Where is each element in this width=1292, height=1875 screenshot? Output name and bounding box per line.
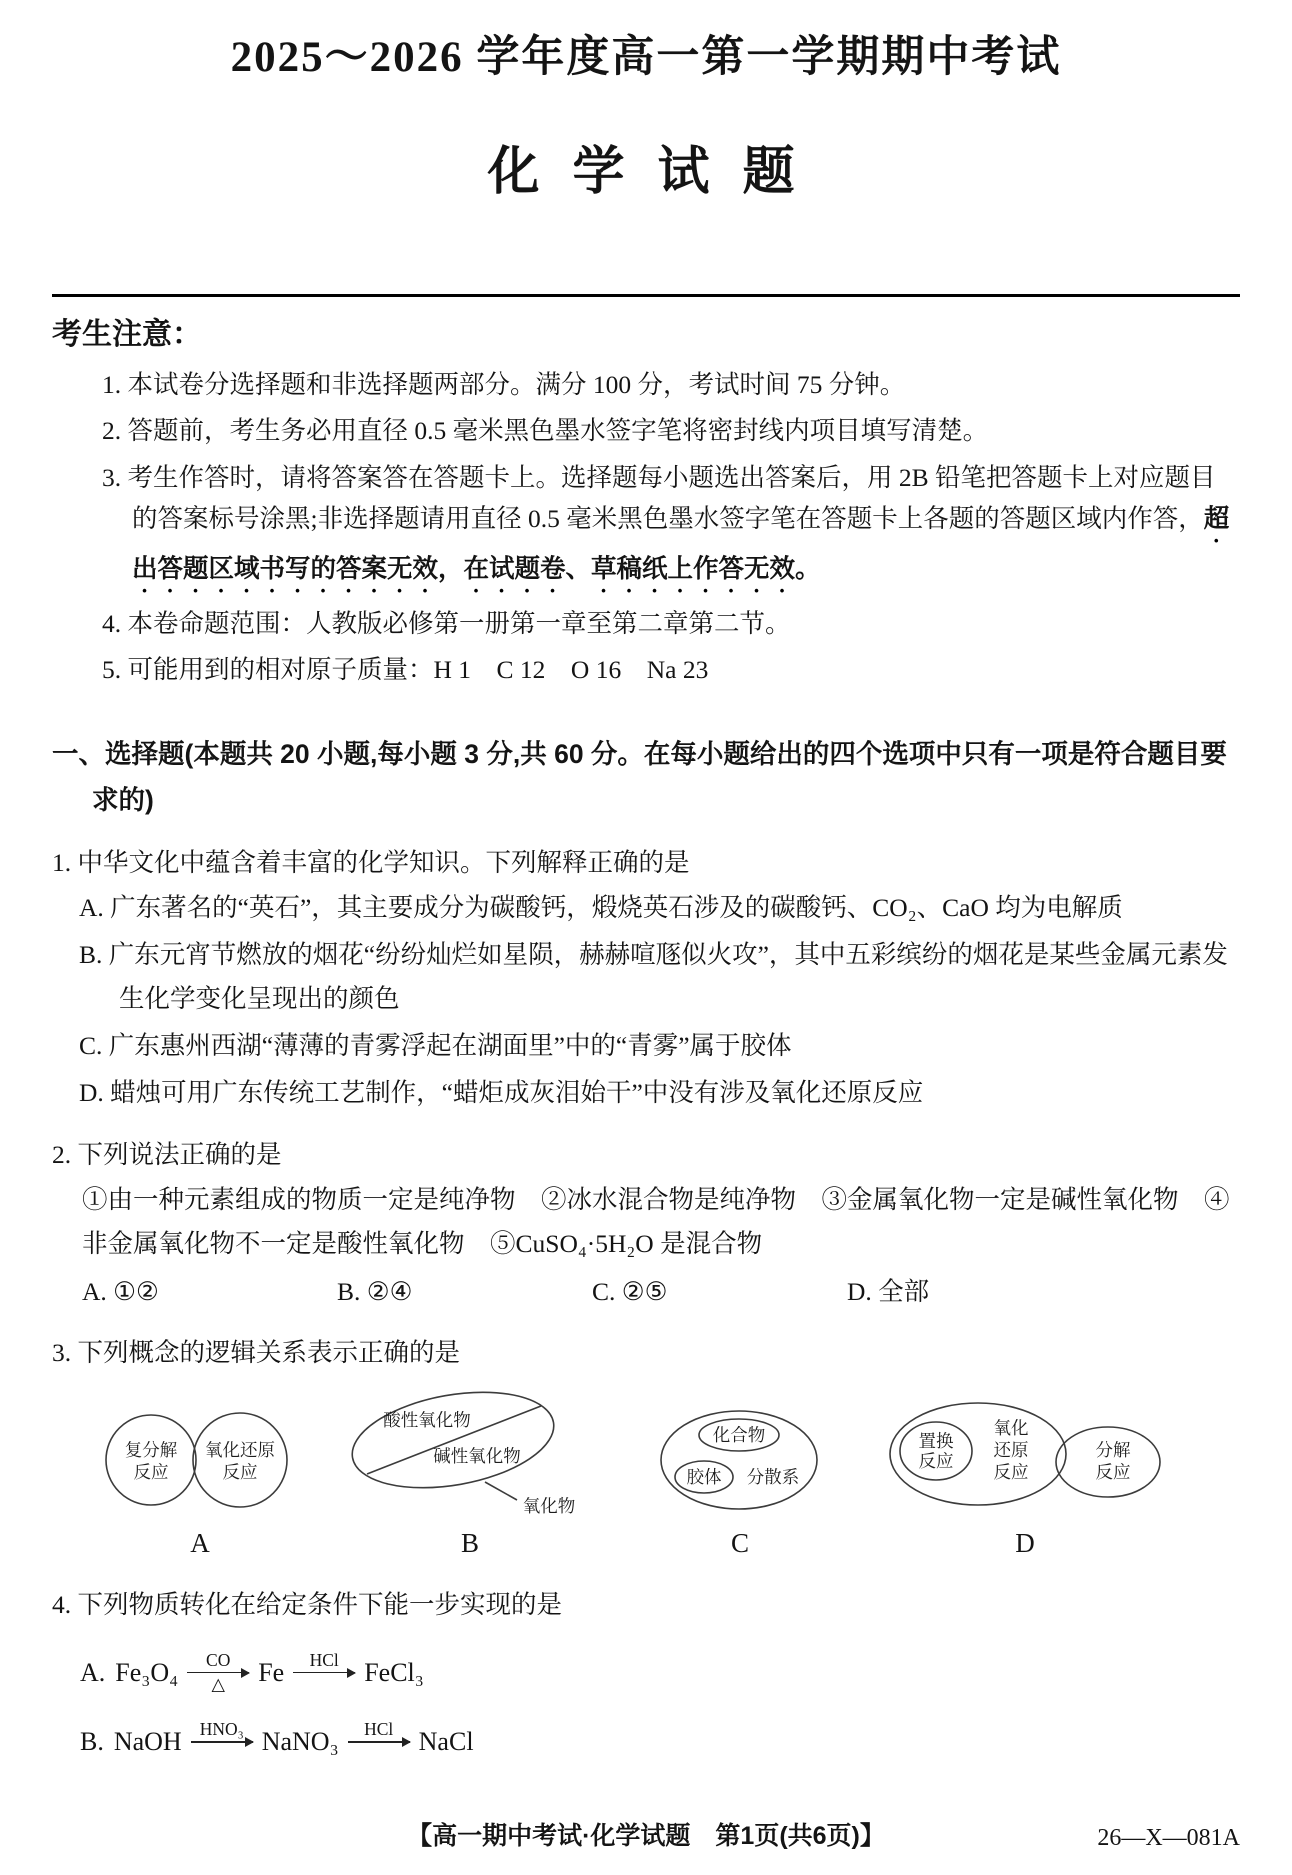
question-3 bbox=[52, 1333, 1240, 1565]
venn-b-top-label: 酸性氧化物 bbox=[383, 1409, 471, 1430]
q3-diagram-row bbox=[80, 1388, 1240, 1565]
reaction-arrow bbox=[293, 1650, 355, 1696]
q4-equation-b bbox=[80, 1719, 1240, 1765]
venn-a-left-label-line2: 反应 bbox=[133, 1461, 169, 1482]
chem-formula: FeCl₃ bbox=[364, 1657, 424, 1687]
notice-item-4: 4. 本卷命题范围：人教版必修第一册第一章至第二章第二节。 bbox=[102, 608, 791, 638]
q2-stem: 2. 下列说法正确的是 bbox=[52, 1139, 282, 1169]
reaction-arrow bbox=[187, 1650, 249, 1696]
q1-option-a: A. 广东著名的“英石”，其主要成分为碳酸钙，煅烧英石涉及的碳酸钙、CO₂、CaO 均为电解质 bbox=[79, 893, 1123, 923]
q2-option-a: A. ①② bbox=[82, 1277, 159, 1307]
question-2 bbox=[52, 1135, 1240, 1313]
venn-diagram-d bbox=[875, 1394, 1175, 1520]
q3-diagram-a bbox=[80, 1408, 320, 1565]
chem-formula: NaNO₃ bbox=[261, 1727, 339, 1757]
venn-c-inner-left-label: 胶体 bbox=[686, 1466, 722, 1487]
venn-a-circle-right bbox=[193, 1413, 287, 1507]
reaction-arrow bbox=[191, 1719, 253, 1765]
q3-label-c: C bbox=[730, 1527, 749, 1558]
arrow-condition-top: HCl bbox=[309, 1649, 339, 1670]
notice-item-3-normal: 3. 考生作答时，请将答案答在答题卡上。选择题每小题选出答案后，用 2B 铅笔把答题卡上对应题目的答案标号涂黑;非选择题请用直径 0.5 毫米黑色墨水签字笔在答题卡上各题的答题区域内作答， bbox=[102, 462, 1216, 533]
question-1 bbox=[52, 843, 1240, 1115]
venn-diagram-c bbox=[634, 1402, 846, 1520]
q4-stem: 4. 下列物质转化在给定条件下能一步实现的是 bbox=[52, 1589, 563, 1619]
notice-item-5: 5. 可能用到的相对原子质量：H 1 C 12 O 16 Na 23 bbox=[102, 655, 709, 685]
section-one-heading: 一、选择题(本题共 20 小题,每小题 3 分,共 60 分。在每小题给出的四个选项中只有一项是符合题目要求的) bbox=[52, 739, 1227, 815]
page-footer bbox=[52, 1816, 1240, 1857]
arrow-condition-bottom bbox=[319, 1674, 329, 1695]
q1-option-d: D. 蜡烛可用广东传统工艺制作，“蜡炬成灰泪始干”中没有涉及氧化还原反应 bbox=[79, 1077, 924, 1107]
venn-d-outer-label-line3: 反应 bbox=[993, 1461, 1029, 1482]
arrow-condition-bottom bbox=[217, 1744, 227, 1765]
arrow-shaft bbox=[187, 1672, 249, 1674]
chem-formula: Fe₃O₄ bbox=[115, 1657, 179, 1687]
notice-item-1: 1. 本试卷分选择题和非选择题两部分。满分 100 分，考试时间 75 分钟。 bbox=[102, 369, 906, 399]
venn-d-outer-label-line2: 还原 bbox=[993, 1439, 1029, 1460]
venn-c-outer-text: 分散系 bbox=[746, 1466, 800, 1487]
chem-formula: NaCl bbox=[418, 1727, 474, 1757]
subject-title: 化 学 试 题 bbox=[487, 143, 805, 201]
venn-b-bottom-label: 碱性氧化物 bbox=[433, 1445, 521, 1466]
q2-statements: ①由一种元素组成的物质一定是纯净物 ②冰水混合物是纯净物 ③金属氧化物一定是碱性氧化物 ④非金属氧化物不一定是酸性氧化物 ⑤CuSO₄·5H₂O 是混合物 bbox=[82, 1185, 1230, 1259]
venn-d-outer-ellipse bbox=[890, 1403, 1066, 1505]
arrow-condition-top: HNO₃ bbox=[199, 1719, 244, 1740]
q4-equation-a bbox=[80, 1650, 1240, 1696]
q4-eq-a-label: A. bbox=[80, 1657, 106, 1687]
question-4 bbox=[52, 1585, 1240, 1765]
arrow-shaft bbox=[191, 1741, 253, 1743]
venn-a-right-label-line1: 氧化还原 bbox=[205, 1439, 275, 1460]
arrow-shaft bbox=[348, 1741, 410, 1743]
venn-d-right-label-line2: 反应 bbox=[1095, 1461, 1131, 1482]
chem-formula: NaOH bbox=[113, 1727, 182, 1757]
venn-d-inner-label-line1: 置换 bbox=[918, 1430, 954, 1451]
venn-c-inner-top-label: 化合物 bbox=[712, 1424, 766, 1445]
reaction-arrow bbox=[348, 1719, 410, 1765]
q3-stem: 3. 下列概念的逻辑关系表示正确的是 bbox=[52, 1337, 461, 1367]
venn-a-right-label-line2: 反应 bbox=[222, 1461, 258, 1482]
venn-d-outer-label-line1: 氧化 bbox=[993, 1417, 1029, 1438]
venn-a-left-label-line1: 复分解 bbox=[124, 1439, 178, 1460]
notice-item-3 bbox=[102, 457, 1240, 598]
q2-options-row bbox=[82, 1272, 1240, 1313]
q4-eq-b-label: B. bbox=[80, 1727, 104, 1757]
page-title: 2025～2026 学年度高一第一学期期中考试 bbox=[230, 34, 1062, 81]
venn-b-callout-label: 氧化物 bbox=[522, 1495, 576, 1516]
q3-label-b: B bbox=[460, 1527, 479, 1558]
venn-b-ellipse bbox=[345, 1388, 562, 1502]
q1-option-c: C. 广东惠州西湖“薄薄的青雾浮起在湖面里”中的“青雾”属于胶体 bbox=[79, 1030, 792, 1060]
arrow-condition-bottom bbox=[374, 1744, 384, 1765]
venn-d-right-label-line1: 分解 bbox=[1095, 1439, 1131, 1460]
header-divider bbox=[52, 294, 1240, 297]
q3-diagram-d bbox=[860, 1394, 1190, 1565]
q1-option-b: B. 广东元宵节燃放的烟花“纷纷灿烂如星陨，赫赫喧豗似火攻”，其中五彩缤纷的烟花是某些金属元素发生化学变化呈现出的颜色 bbox=[79, 940, 1228, 1014]
chem-formula: Fe bbox=[258, 1657, 285, 1687]
q3-label-d: D bbox=[1015, 1527, 1035, 1558]
q2-option-b: B. ②④ bbox=[337, 1277, 413, 1307]
arrow-condition-bottom: △ bbox=[211, 1674, 225, 1695]
notice-item-3-emphasized: 超出答题区域书写的答案无效，在试题卷、草稿纸上作答无效。 bbox=[132, 504, 1230, 583]
notice-item-2: 2. 答题前，考生务必用直径 0.5 毫米黑色墨水签字笔将密封线内项目填写清楚。 bbox=[102, 416, 989, 446]
notice-heading: 考生注意： bbox=[52, 317, 202, 351]
q2-option-d: D. 全部 bbox=[847, 1277, 930, 1307]
q3-diagram-b bbox=[320, 1388, 620, 1565]
arrow-shaft bbox=[293, 1672, 355, 1674]
venn-diagram-a bbox=[94, 1408, 306, 1520]
venn-a-circle-left bbox=[106, 1415, 196, 1505]
venn-d-inner-label-line2: 反应 bbox=[918, 1450, 954, 1471]
footer-paper-code: 26—X—081A bbox=[1097, 1824, 1240, 1851]
footer-center-text: 【高一期中考试·化学试题 第1页(共6页)】 bbox=[407, 1822, 885, 1851]
q1-stem: 1. 中华文化中蕴含着丰富的化学知识。下列解释正确的是 bbox=[52, 847, 690, 877]
venn-b-callout-line bbox=[485, 1482, 517, 1500]
q3-diagram-c bbox=[620, 1402, 860, 1565]
q3-label-a: A bbox=[190, 1527, 210, 1558]
arrow-condition-top: HCl bbox=[364, 1719, 394, 1740]
q2-option-c: C. ②⑤ bbox=[592, 1277, 668, 1307]
arrow-condition-top: CO bbox=[206, 1649, 231, 1670]
venn-diagram-b bbox=[335, 1388, 605, 1520]
